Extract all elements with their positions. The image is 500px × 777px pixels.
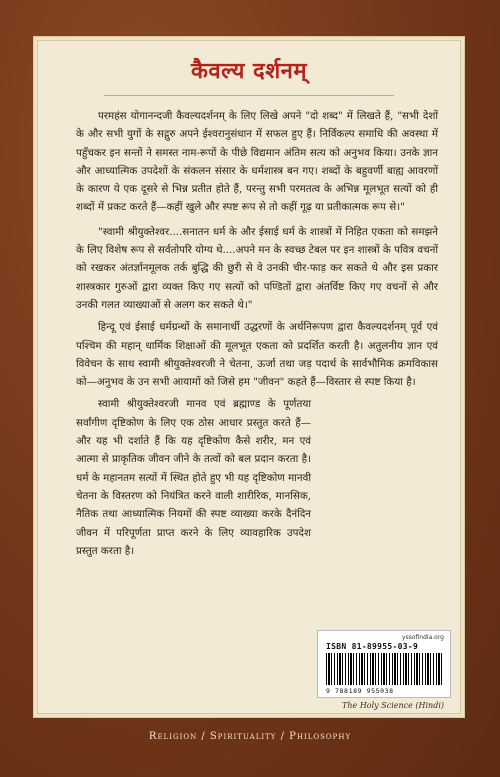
barcode-icon [326, 653, 444, 685]
isbn-label: ISBN 81-89955-03-9 [326, 642, 419, 651]
paragraph-4: स्वामी श्रीयुक्तेश्वरजी मानव एवं ब्रह्माण्ड के पूर्णतया सर्वांगीण दृष्टिकोण के लिए एक ठोस आधार प्रस्तुत करते हैं—और यह भी दर्शाते हैं कि यह दृष्टिकोण कैसे शरीर, मन एवं आत्मा से प्राकृतिक जीवन जीने के तत्वों को बल प्रदान करता है। धर्म के महानतम सत्यों में स्थित होते हुए भी यह दृष्टिकोण मानवी चेतना के विस्तरण को नियंत्रित करने वाली शारीरिक, मानसिक, नैतिक तथा आध्यात्मिक नियमों की स्पष्ट व्याख्या करके दैनंदिन जीवन में परिपूर्णता प्राप्त करने के लिए व्यावहारिक उपदेश प्रस्तुत करता है। [76, 398, 311, 557]
back-cover-panel [33, 36, 465, 718]
book-title: कैवल्य दर्शनम् [190, 58, 308, 84]
paragraph-3: हिन्दू एवं ईसाई धर्मग्रन्थों के समानार्थी उद्धरणों के अर्थनिरूपण द्वारा कैवल्यदर्शनम् पूर्व एवं पश्चिम की महान् धार्मिक शिक्षाओं की मूलभूत एकता को प्रदर्शित करती है। अतुलनीय ज्ञान एवं विवेचन के साथ स्वामी श्रीयुक्तेश्वरजी ने चेतना, ऊर्जा तथा जड़ पदार्थ के सार्वभौमिक क्रमविकास को—अनुभव के उन सभी आयामों को जिसे हम "जीवन" कहते हैं—विस्तार से स्पष्ट किया है। [76, 321, 438, 389]
book-subtitle: The Holy Science (Hindi) [342, 701, 444, 710]
title-divider [104, 95, 394, 96]
blurb-text [76, 107, 438, 564]
barcode-box [317, 630, 451, 698]
category-footer: Religion / Spirituality / Philosophy [148, 731, 352, 742]
barcode-number: 9 788189 955038 [326, 687, 394, 695]
publisher-url: yssofindia.org [402, 634, 444, 641]
paragraph-2: "स्वामी श्रीयुक्तेश्वर....सनातन धर्म के और ईसाई धर्म के शास्त्रों में निहित एकता को समझने के लिए विशेष रूप से सर्वतोपरि योग्य थे....अपने मन के स्वच्छ टेबल पर इन शास्त्रों के पवित्र वचनों को रखकर अंतर्ज्ञानमूलक तर्क बुद्धि की छुरी से वे उनकी चीर-फाड़ कर सकते थे और इस प्रकार शास्त्रकार गुरुओं द्वारा व्यक्त किए गए सत्यों को पण्डितों द्वारा अंतर्विष्ट किए गए वचनों से और उनकी गलत व्याख्याओं से अलग कर सकते थे।" [76, 225, 438, 311]
paragraph-1: परमहंस योगानन्दजी कैवल्यदर्शनम् के लिए लिखे अपने "दो शब्द" में लिखते हैं, "सभी देशों के और सभी युगों के सद्गुरु अपने ईश्वरानुसंधान में सफल हुए हैं। निर्विकल्प समाधि की अवस्था में पहुँचकर इन सन्तों ने समस्त नाम-रूपों के पीछे विद्यमान अंतिम सत्य को अनुभव किया। उनके ज्ञान और आध्यात्मिक उपदेशों के संकलन संसार के धर्मशास्त्र बन गए। शब्दों के बहुवर्णी बाह्य आवरणों के कारण ये एक दूसरे से भिन्न प्रतीत होते हैं, परन्तु सभी परमतत्व के अभिन्न मूलभूत सत्यों को ही शब्दों में प्रकट करते हैं—कहीं खुले और स्पष्ट रूप से तो कहीं गूढ़ या प्रतीकात्मक रूप से।" [76, 110, 438, 214]
